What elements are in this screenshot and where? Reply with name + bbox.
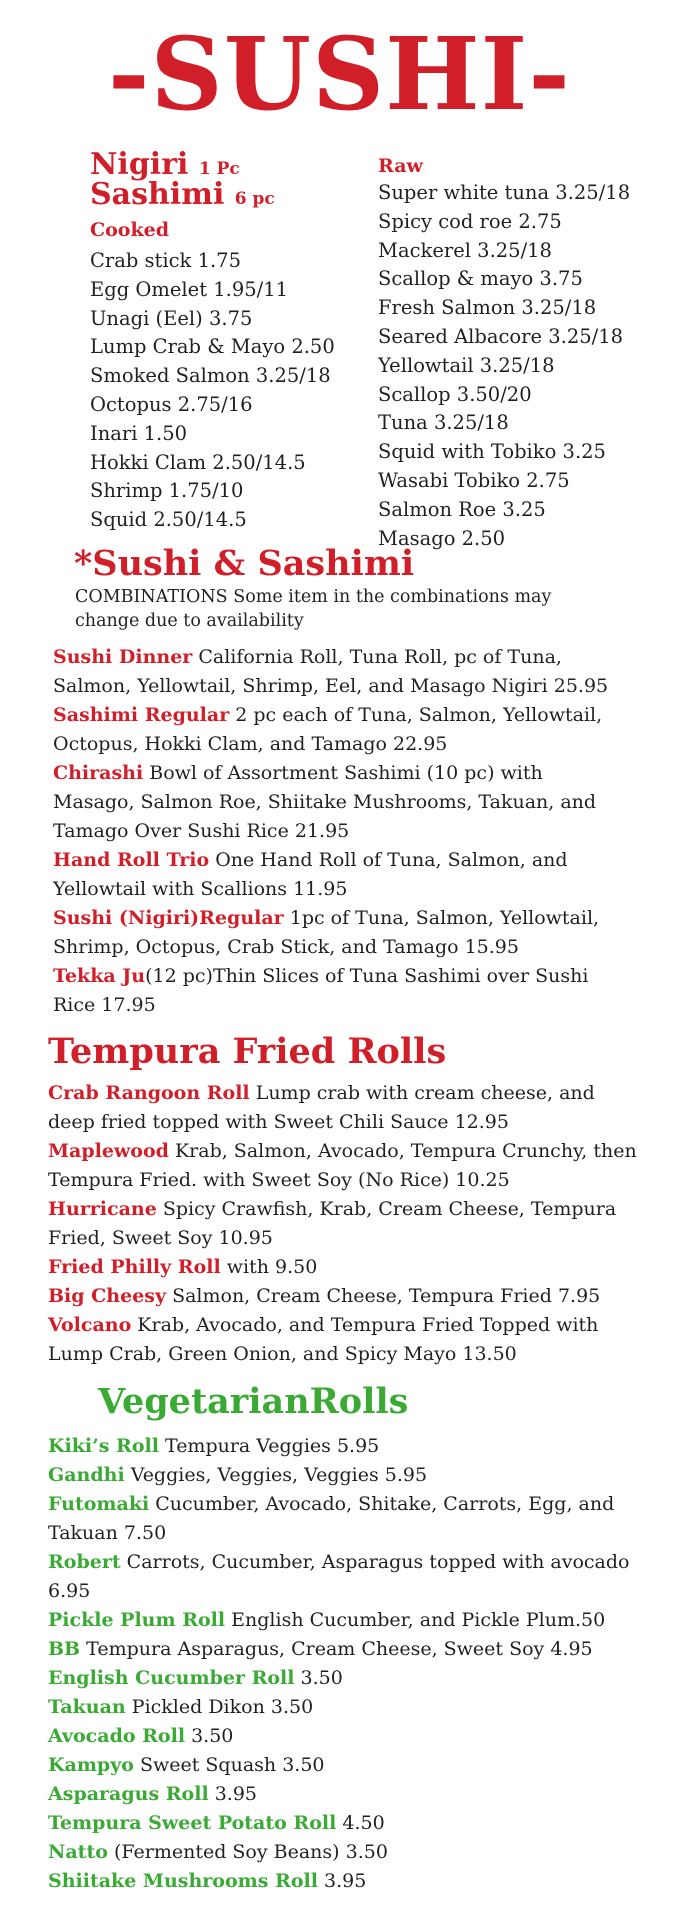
list-item: Volcano Krab, Avocado, and Tempura Fried Topped with Lump Crab, Green Onion, and Spicy Mayo 13.50 [48, 1314, 599, 1365]
list-item: Maplewood Krab, Salmon, Avocado, Tempura Crunchy, then Tempura Fried. with Sweet Soy (No Rice) 10.25 [48, 1140, 637, 1191]
list-item: Futomaki Cucumber, Avocado, Shitake, Carrots, Egg, and Takuan 7.50 [48, 1493, 615, 1544]
list-item: Sushi Dinner California Roll, Tuna Roll, pc of Tuna, Salmon, Yellowtail, Shrimp, Eel, and Masago Nigiri 25.95 [53, 646, 609, 697]
list-item: Chirashi Bowl of Assortment Sashimi (10 pc) with Masago, Salmon Roe, Shiitake Mushrooms, Takuan, and Tamago Over Sushi Rice 21.95 [53, 762, 597, 842]
list-item: Crab Rangoon Roll Lump crab with cream cheese, and deep fried topped with Sweet Chili Sauce 12.95 [48, 1082, 595, 1133]
list-item: Pickle Plum Roll English Cucumber, and Pickle Plum.50 [48, 1609, 606, 1631]
list-item: Squid 2.50/14.5 [90, 508, 247, 532]
tempura-list [48, 1079, 638, 1369]
raw-list [378, 179, 630, 553]
raw-heading: Raw [378, 155, 423, 177]
cooked-heading: Cooked [90, 219, 170, 241]
combos-heading: *Sushi & Sashimi [74, 543, 415, 584]
list-item: Unagi (Eel) 3.75 [90, 306, 253, 330]
list-item: Hokki Clam 2.50/14.5 [90, 450, 306, 474]
list-item: Salmon Roe 3.25 [378, 497, 546, 521]
list-item: Tempura Sweet Potato Roll 4.50 [48, 1812, 385, 1834]
vegetarian-list [48, 1432, 638, 1896]
list-item: Seared Albacore 3.25/18 [378, 324, 624, 348]
combos-note: COMBINATIONS Some item in the combinations may change due to availability [75, 587, 552, 631]
list-item: Hand Roll Trio One Hand Roll of Tuna, Salmon, and Yellowtail with Scallions 11.95 [53, 849, 568, 900]
list-item: Mackerel 3.25/18 [378, 238, 552, 262]
list-item: Wasabi Tobiko 2.75 [378, 468, 570, 492]
list-item: Shiitake Mushrooms Roll 3.95 [48, 1870, 367, 1892]
list-item: Gandhi Veggies, Veggies, Veggies 5.95 [48, 1464, 428, 1486]
list-item: Asparagus Roll 3.95 [48, 1783, 258, 1805]
menu-title: -SUSHI- [108, 15, 571, 133]
list-item: Sushi (Nigiri)Regular 1pc of Tuna, Salmon, Yellowtail, Shrimp, Octopus, Crab Stick, and Tamago 15.95 [53, 907, 600, 958]
list-item: BB Tempura Asparagus, Cream Cheese, Sweet Soy 4.95 [48, 1638, 593, 1660]
list-item: Natto (Fermented Soy Beans) 3.50 [48, 1841, 388, 1863]
nigiri-label: Nigiri 1 Pc [90, 147, 240, 182]
list-item: Inari 1.50 [90, 421, 188, 445]
list-item: Octopus 2.75/16 [90, 392, 253, 416]
list-item: Kampyo Sweet Squash 3.50 [48, 1754, 325, 1776]
list-item: Super white tuna 3.25/18 [378, 181, 631, 204]
sashimi-label: Sashimi 6 pc [90, 177, 275, 212]
list-item: Fresh Salmon 3.25/18 [378, 296, 597, 320]
list-item: Smoked Salmon 3.25/18 [90, 364, 331, 388]
vegetarian-heading: VegetarianRolls [98, 1381, 409, 1422]
combos-list [53, 643, 628, 1020]
tempura-heading: Tempura Fried Rolls [48, 1031, 447, 1072]
list-item: Shrimp 1.75/10 [90, 479, 244, 503]
list-item: Yellowtail 3.25/18 [378, 353, 555, 377]
list-item: Robert Carrots, Cucumber, Asparagus topped with avocado 6.95 [48, 1551, 630, 1602]
list-item: Big Cheesy Salmon, Cream Cheese, Tempura Fried 7.95 [48, 1285, 601, 1307]
list-item: Tuna 3.25/18 [378, 411, 509, 435]
list-item: Sashimi Regular 2 pc each of Tuna, Salmon, Yellowtail, Octopus, Hokki Clam, and Tamago 22.95 [53, 704, 603, 755]
list-item: English Cucumber Roll 3.50 [48, 1667, 343, 1689]
list-item: Squid with Tobiko 3.25 [378, 440, 606, 464]
list-item: Crab stick 1.75 [90, 249, 241, 272]
list-item: Takuan Pickled Dikon 3.50 [48, 1696, 314, 1718]
list-item: Tekka Ju(12 pc)Thin Slices of Tuna Sashimi over Sushi Rice 17.95 [53, 965, 589, 1016]
list-item: Egg Omelet 1.95/11 [90, 277, 289, 301]
list-item: Spicy cod roe 2.75 [378, 209, 562, 233]
list-item: Avocado Roll 3.50 [48, 1725, 234, 1747]
list-item: Hurricane Spicy Crawfish, Krab, Cream Cheese, Tempura Fried, Sweet Soy 10.95 [48, 1198, 617, 1249]
nigiri-sashimi-header [90, 147, 275, 212]
list-item: Kiki’s Roll Tempura Veggies 5.95 [48, 1435, 380, 1457]
list-item: Fried Philly Roll with 9.50 [48, 1256, 318, 1278]
list-item: Scallop 3.50/20 [378, 382, 532, 406]
list-item: Lump Crab & Mayo 2.50 [90, 335, 335, 359]
list-item: Scallop & mayo 3.75 [378, 267, 583, 291]
list-item: Masago 2.50 [378, 526, 506, 550]
cooked-list [90, 247, 335, 535]
